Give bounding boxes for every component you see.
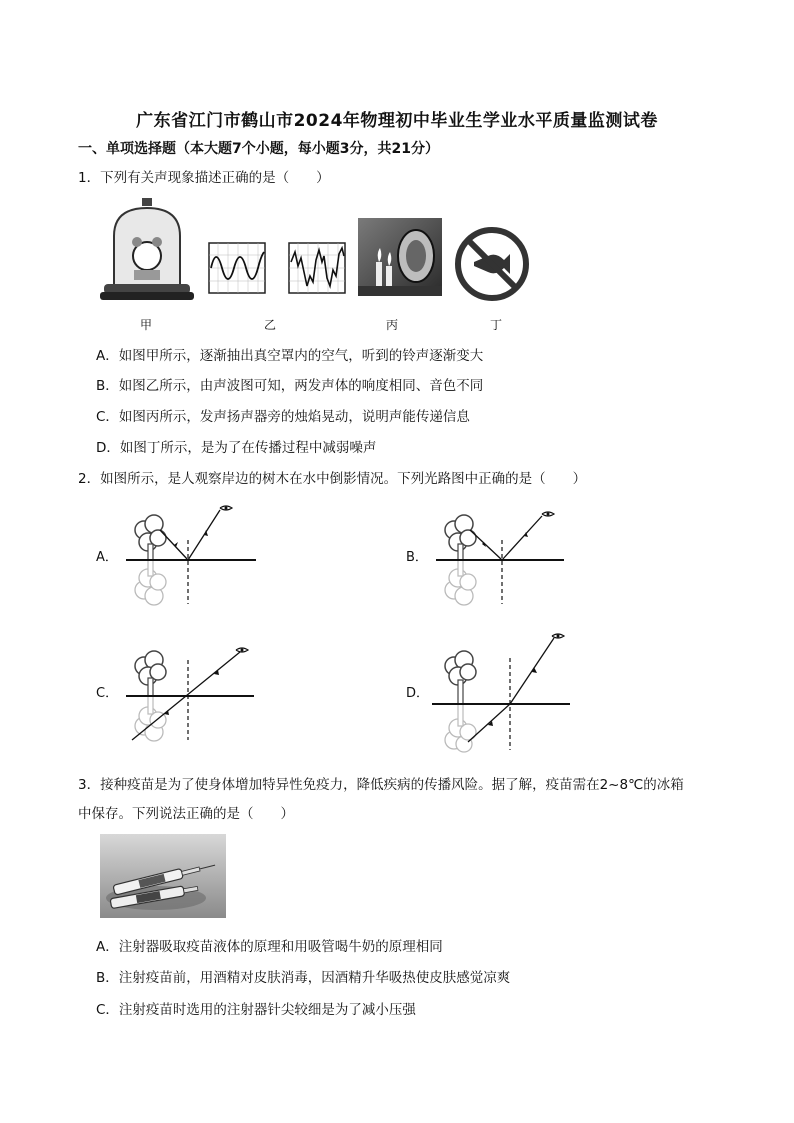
- q3-option-b: B．注射疫苗前，用酒精对皮肤消毒，因酒精升华吸热使皮肤感觉凉爽: [96, 970, 511, 986]
- page-title: 广东省江门市鹤山市2024年物理初中毕业生学业水平质量监测试卷: [136, 111, 658, 131]
- light-path-diagram-c: [124, 640, 258, 744]
- no-horn-sign-icon: [454, 226, 530, 302]
- q1-option-d: D．如图丁所示，是为了在传播过程中减弱噪声: [96, 440, 377, 456]
- q1-option-b: B．如图乙所示，由声波图可知，两发声体的响度相同、音色不同: [96, 378, 484, 394]
- question-3-stem-line1: 3．接种疫苗是为了使身体增加特异性免疫力，降低疾病的传播风险。据了解，疫苗需在2~8℃的冰箱: [78, 777, 684, 793]
- light-path-diagram-a: [124, 500, 258, 606]
- q2-label-a: A．: [96, 550, 118, 565]
- q2-label-b: B．: [406, 550, 428, 565]
- section-heading: 一、单项选择题（本大题7个小题，每小题3分，共21分）: [78, 141, 439, 157]
- figure-caption-bing: 丙: [385, 318, 398, 332]
- figure-caption-yi: 乙: [263, 318, 276, 332]
- q3-option-a: A．注射器吸取疫苗液体的原理和用吸管喝牛奶的原理相同: [96, 939, 443, 955]
- bell-jar-figure: [100, 196, 194, 306]
- waveform-2-figure: [288, 242, 346, 294]
- speaker-candle-photo: [358, 218, 442, 296]
- waveform-1-figure: [208, 242, 266, 294]
- figure-caption-ding: 丁: [489, 318, 502, 332]
- q3-option-c: C．注射疫苗时选用的注射器针尖较细是为了减小压强: [96, 1002, 416, 1018]
- q1-option-c: C．如图丙所示，发声扬声器旁的烛焰晃动，说明声能传递信息: [96, 409, 470, 425]
- question-1-stem: 1．下列有关声现象描述正确的是（ ）: [78, 170, 330, 186]
- light-path-diagram-b: [434, 500, 568, 606]
- question-3-stem-line2: 中保存。下列说法正确的是（ ）: [78, 806, 294, 822]
- question-2-stem: 2．如图所示，是人观察岸边的树木在水中倒影情况。下列光路图中正确的是（ ）: [78, 471, 587, 487]
- q2-label-c: C．: [96, 686, 119, 701]
- light-path-diagram-d: [430, 628, 574, 754]
- figure-caption-jia: 甲: [139, 318, 152, 332]
- syringe-photo: [100, 834, 226, 918]
- q2-label-d: D．: [406, 686, 430, 701]
- q1-option-a: A．如图甲所示，逐渐抽出真空罩内的空气，听到的铃声逐渐变大: [96, 348, 484, 364]
